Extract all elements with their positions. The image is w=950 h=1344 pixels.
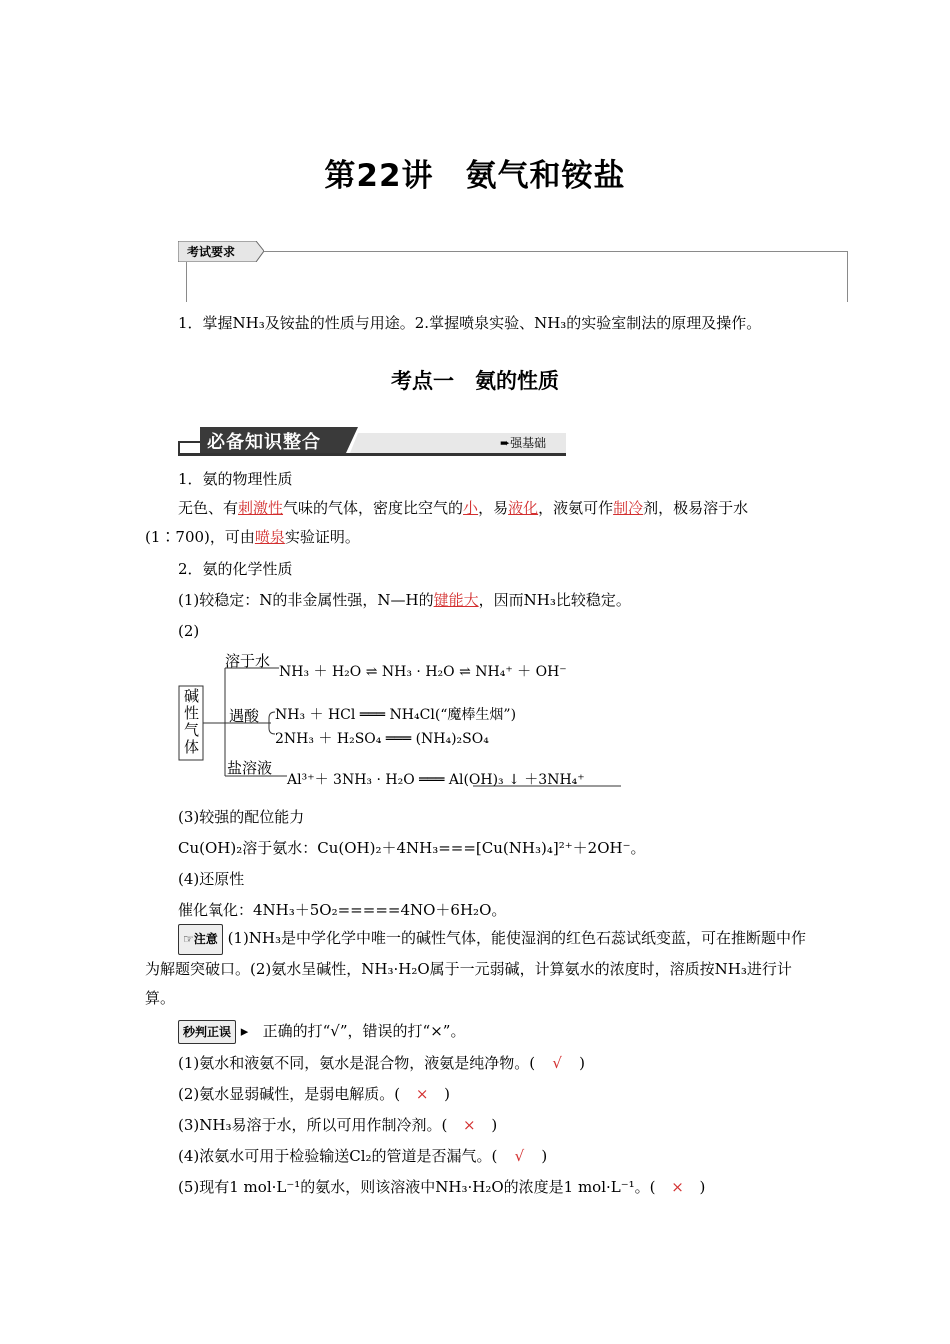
equation-acid-1: NH₃ ＋ HCl ═══ NH₄Cl(“魔棒生烟”): [275, 707, 517, 723]
text-segment: 实验证明。: [284, 528, 360, 546]
text-segment: ，因而NH₃比较稳定。: [478, 591, 631, 609]
answer-mark: ×: [415, 1085, 429, 1103]
text-segment: 剂，极易溶于水(1∶700)，可由: [145, 499, 749, 546]
diagram-box-char: 性: [184, 704, 200, 722]
equation-salt: Al³⁺＋ 3NH₃ · H₂O ═══ Al(OH)₃ ↓ ＋3NH₄⁺: [287, 772, 585, 788]
chemical-item-3: (3)较强的配位能力: [178, 808, 305, 826]
answer-blank: 制冷: [613, 499, 644, 517]
judge-instruction: 正确的打“√”，错误的打“×”。: [262, 1022, 466, 1040]
judge-item: (4)浓氨水可用于检验输送Cl₂的管道是否漏气。( √ ): [178, 1147, 548, 1165]
text-segment: (1)较稳定：N的非金属性强，N—H的: [178, 591, 434, 609]
text-segment: 无色、有: [178, 499, 239, 517]
judge-badge: 秒判正误: [178, 1020, 236, 1044]
page-title: 第22讲 氨气和铵盐: [324, 158, 626, 194]
arrow-right-icon: ➨: [500, 436, 511, 450]
chemical-heading: 2．氨的化学性质: [178, 560, 293, 578]
equation-water: NH₃ ＋ H₂O ⇌ NH₃ · H₂O ⇌ NH₄⁺ ＋ OH⁻: [279, 664, 567, 680]
diagram-box-char: 气: [184, 721, 200, 739]
answer-mark: √: [514, 1147, 525, 1165]
diagram-box-char: 碱: [184, 687, 200, 705]
equation-acid-2: 2NH₃ ＋ H₂SO₄ ═══ (NH₄)₂SO₄: [275, 731, 489, 747]
requirements-tab: [178, 241, 264, 262]
requirements-text: 1．掌握NH₃及铵盐的性质与用途。2.掌握喷泉实验、NH₃的实验室制法的原理及操作。: [178, 314, 762, 332]
chemical-item-2: (2): [178, 622, 200, 640]
chemical-item-4: (4)还原性: [178, 870, 245, 888]
judge-item: (2)氨水显弱碱性，是弱电解质。( × ): [178, 1085, 450, 1103]
diagram-box-char: 体: [184, 738, 200, 756]
branch-label-acid: 遇酸: [229, 707, 260, 725]
text-segment: ，易: [478, 499, 509, 517]
answer-blank: 喷泉: [254, 528, 285, 546]
judge-item-text: (3)NH₃易溶于水，所以可用作制冷剂。(: [178, 1116, 448, 1134]
section-band-label: 必备知识整合: [207, 432, 321, 453]
note-badge-label: 注意: [193, 932, 218, 946]
section-band-right-label: 强基础: [510, 436, 547, 450]
chemical-item-4-equation: 催化氧化：4NH₃＋5O₂=====4NO＋6H₂O。: [178, 901, 507, 919]
answer-mark: ×: [671, 1178, 684, 1196]
chemical-stability: [178, 589, 631, 611]
judge-item-text: (4)浓氨水可用于检验输送Cl₂的管道是否漏气。(: [178, 1147, 498, 1165]
section-band-right: [500, 434, 546, 451]
answer-blank: 液化: [508, 499, 539, 517]
requirements-tab-label: 考试要求: [187, 245, 236, 259]
chemical-item-3-equation: Cu(OH)₂溶于氨水：Cu(OH)₂＋4NH₃===[Cu(NH₃)₄]²⁺＋2OH⁻。: [178, 839, 646, 857]
flag-icon: ▸: [240, 1022, 249, 1040]
answer-blank: 键能大: [433, 591, 479, 609]
judge-item-text: (5)现有1 mol·L⁻¹的氨水，则该溶液中NH₃·H₂O的浓度是1 mol·L⁻¹。(: [178, 1178, 656, 1196]
text-segment: 气味的气体，密度比空气的: [283, 499, 464, 517]
note-paragraph: [145, 924, 815, 1013]
branch-label-water: 溶于水: [225, 652, 271, 670]
answer-mark: √: [552, 1054, 562, 1072]
note-badge: [178, 924, 223, 955]
answer-blank: 刺激性: [238, 499, 284, 517]
diagram-box: [184, 688, 200, 756]
branch-label-salt: 盐溶液: [227, 759, 273, 777]
answer-blank: 小: [463, 499, 479, 517]
text-segment: ，液氨可作: [538, 499, 614, 517]
judge-item-text: (2)氨水显弱碱性，是弱电解质。(: [178, 1085, 401, 1103]
kaodian-title: 考点一 氨的性质: [391, 369, 559, 393]
reaction-diagram: [175, 646, 655, 796]
judge-item: (1)氨水和液氨不同，氨水是混合物，液氨是纯净物。( √ ): [178, 1054, 585, 1072]
judge-header: [178, 1020, 465, 1044]
pointer-icon: ☞: [183, 932, 194, 946]
judge-item: (5)现有1 mol·L⁻¹的氨水，则该溶液中NH₃·H₂O的浓度是1 mol·L⁻¹。( × ): [178, 1178, 706, 1196]
requirements-frame: [186, 251, 848, 302]
judge-item-text: (1)氨水和液氨不同，氨水是混合物，液氨是纯净物。(: [178, 1054, 536, 1072]
physical-paragraph: [145, 494, 815, 552]
physical-heading: 1．氨的物理性质: [178, 470, 293, 488]
note-text: (1)NH₃是中学化学中唯一的碱性气体，能使湿润的红色石蕊试纸变蓝，可在推断题中作为解题突破口。(2)氨水呈碱性，NH₃·H₂O属于一元弱碱，计算氨水的浓度时，溶质按NH₃进行计算。: [145, 929, 807, 1007]
judge-item: (3)NH₃易溶于水，所以可用作制冷剂。( × ): [178, 1116, 498, 1134]
answer-mark: ×: [463, 1116, 476, 1134]
